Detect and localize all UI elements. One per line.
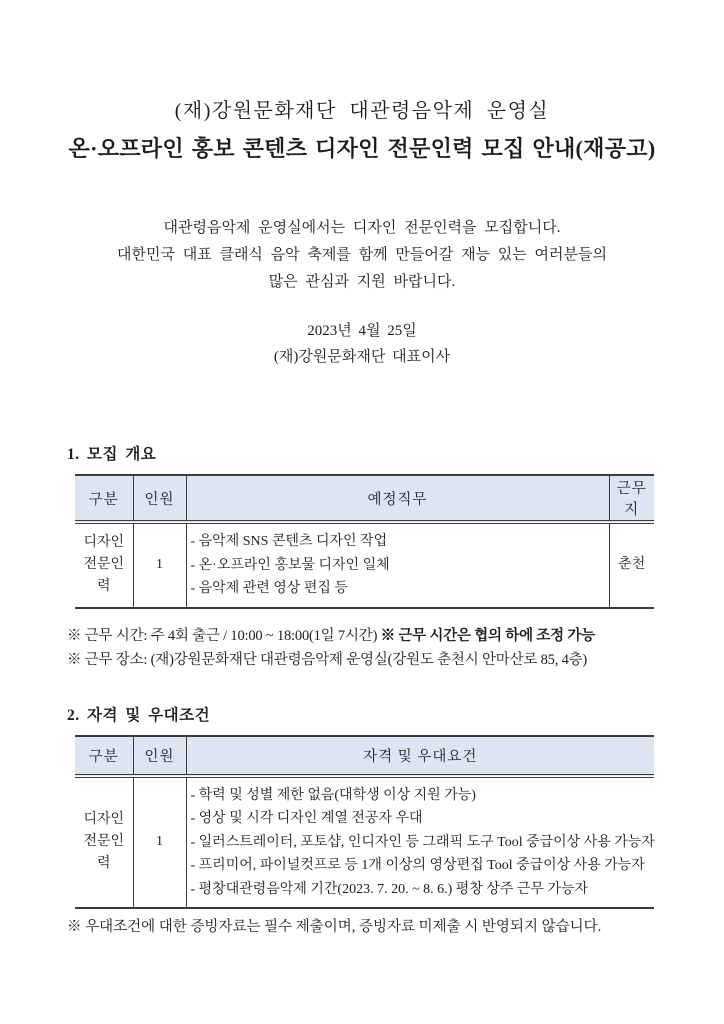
qualification-item: - 학력 및 성별 제한 없음(대학생 이상 지원 가능) <box>190 787 476 803</box>
note-work-place <box>67 648 688 673</box>
duty-item: - 온·오프라인 홍보물 디자인 일체 <box>190 557 390 573</box>
table-row <box>75 776 654 909</box>
section-qualifications <box>67 703 688 940</box>
note-text: ※ 근무 장소: (재)강원문화재단 대관령음악제 운영실(강원도 춘천시 안마산로 85, 4층) <box>67 652 588 668</box>
note-evidence-required: ※ 우대조건에 대한 증빙자료는 필수 제출이며, 증빙자료 미제출 시 반영되지 않습니다. <box>67 919 602 935</box>
cell-count: 1 <box>133 776 186 909</box>
intro-line: 대한민국 대표 클래식 음악 축제를 함께 만들어갈 재능 있는 여러분들의 <box>117 247 607 263</box>
cell-qualifications <box>186 776 654 909</box>
work-condition-notes <box>67 624 688 673</box>
category-line: 전문인력 <box>83 834 125 872</box>
cell-count: 1 <box>133 522 186 608</box>
table-row <box>75 522 654 608</box>
header-cell-location: 근무지 <box>609 475 654 522</box>
qualification-item: - 일러스트레이터, 포토샵, 인디자인 등 그래픽 도구 Tool 중급이상 사용 가능자 <box>190 834 655 850</box>
table-header-row <box>75 736 654 776</box>
header-cell-category: 구분 <box>75 475 133 522</box>
issue-date: 2023년 4월 25일 <box>307 323 417 339</box>
qualification-item: - 평창대관령음악제 기간(2023. 7. 20. ~ 8. 6.) 평창 상주 근무 가능자 <box>190 881 589 897</box>
intro-paragraph <box>0 215 724 296</box>
category-line: 디자인 <box>83 535 125 551</box>
recruitment-overview-table <box>75 474 654 609</box>
duty-item: - 음악제 관련 영상 편집 등 <box>190 581 348 596</box>
section-recruitment-overview <box>67 442 688 673</box>
page-title: (재)강원문화재단 대관령음악제 운영실 <box>174 100 550 122</box>
section-2-heading: 2. 자격 및 우대조건 <box>67 706 211 724</box>
qualification-item: - 프리미어, 파이널컷프로 등 1개 이상의 영상편집 Tool 중급이상 사용 가능자 <box>190 858 645 873</box>
signature-block <box>0 318 724 370</box>
header-cell-qualifications: 자격 및 우대요건 <box>186 736 654 776</box>
header-cell-category: 구분 <box>75 736 133 776</box>
header-cell-duties: 예정직무 <box>186 475 609 522</box>
qualification-table <box>75 735 654 910</box>
cell-category <box>75 776 133 909</box>
qualification-item: - 영상 및 시각 디자인 계열 전공자 우대 <box>190 811 423 826</box>
cell-location: 춘천 <box>609 522 654 608</box>
intro-line: 많은 관심과 지원 바랍니다. <box>268 274 456 290</box>
category-line: 전문인력 <box>83 557 125 595</box>
note-text-bold: ※ 근무 시간은 협의 하에 조정 가능 <box>380 627 595 644</box>
header-cell-count: 인원 <box>133 475 186 522</box>
category-line: 디자인 <box>83 812 125 828</box>
cell-category <box>75 522 133 608</box>
page-subtitle: 온·오프라인 홍보 콘텐츠 디자인 전문인력 모집 안내(재공고) <box>68 136 656 161</box>
section-1-heading: 1. 모집 개요 <box>67 446 157 463</box>
table-header-row <box>75 475 654 522</box>
issuer-name: (재)강원문화재단 대표이사 <box>273 349 451 365</box>
note-text: ※ 근무 시간: 주 4회 출근 / 10:00 ~ 18:00(1일 7시간) <box>67 627 381 644</box>
header-cell-count: 인원 <box>133 736 186 776</box>
duty-item: - 음악제 SNS 콘텐츠 디자인 작업 <box>190 534 388 549</box>
intro-line: 대관령음악제 운영실에서는 디자인 전문인력을 모집합니다. <box>163 220 561 236</box>
note-work-hours <box>67 624 688 649</box>
cell-duties <box>186 522 609 608</box>
